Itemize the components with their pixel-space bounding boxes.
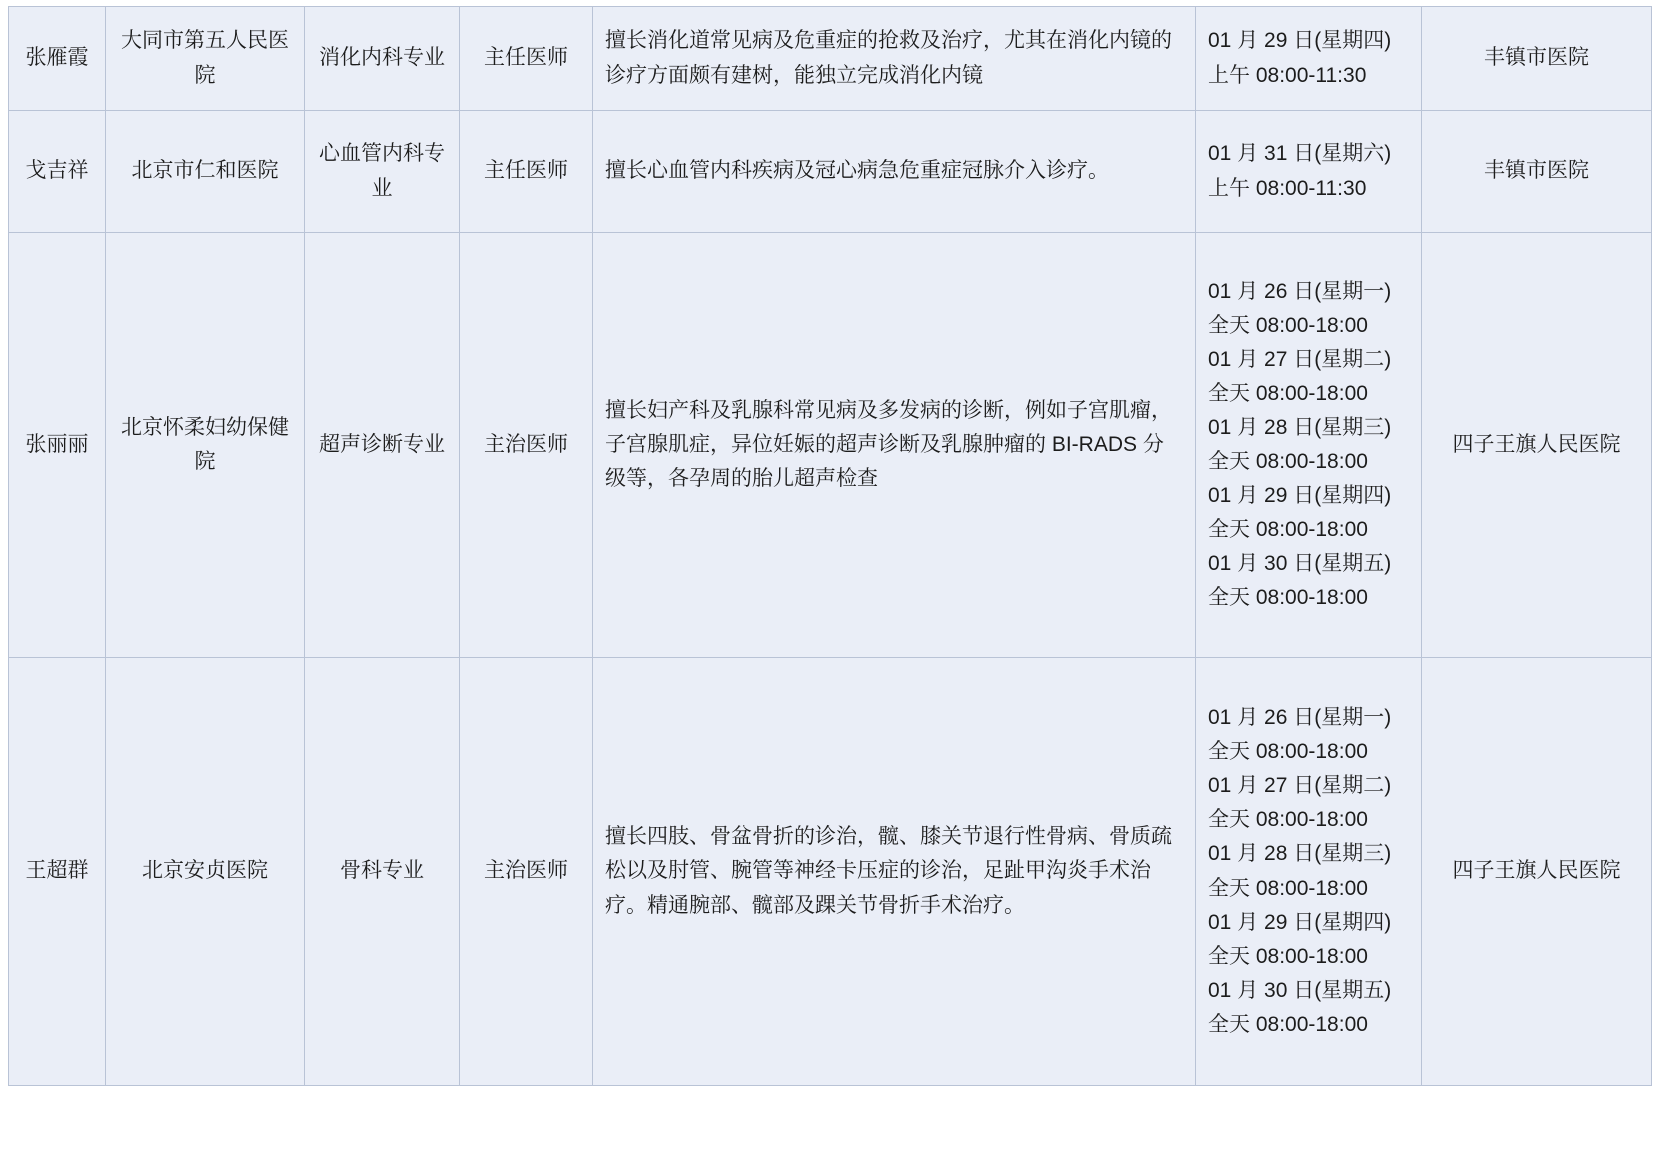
- schedule-line: 01 月 30 日(星期五): [1208, 978, 1392, 1002]
- schedule-line: 01 月 29 日(星期四): [1208, 910, 1392, 934]
- cell-specialty: 擅长消化道常见病及危重症的抢救及治疗，尤其在消化内镜的诊疗方面颇有建树，能独立完成消化内镜: [593, 7, 1196, 111]
- cell-title: 主任医师: [460, 7, 593, 111]
- cell-doctor-name: 戈吉祥: [9, 111, 106, 233]
- schedule-line: 01 月 26 日(星期一): [1208, 279, 1392, 303]
- cell-hospital: 北京怀柔妇幼保健院: [106, 233, 305, 658]
- cell-hospital: 大同市第五人民医院: [106, 7, 305, 111]
- cell-location: 四子王旗人民医院: [1422, 658, 1652, 1086]
- schedule-line: 全天 08:00-18:00: [1208, 381, 1368, 405]
- table-body: [9, 7, 1652, 1086]
- schedule-line: 全天 08:00-18:00: [1208, 740, 1368, 764]
- schedule-line: 01 月 30 日(星期五): [1208, 552, 1392, 576]
- schedule-line: 01 月 31 日(星期六): [1208, 142, 1392, 166]
- cell-hospital: 北京市仁和医院: [106, 111, 305, 233]
- schedule-line: 全天 08:00-18:00: [1208, 1012, 1368, 1036]
- schedule-line: 上午 08:00-11:30: [1208, 176, 1367, 200]
- cell-location: 丰镇市医院: [1422, 111, 1652, 233]
- schedule-line: 01 月 28 日(星期三): [1208, 415, 1392, 439]
- cell-location: 四子王旗人民医院: [1422, 233, 1652, 658]
- schedule-line: 全天 08:00-18:00: [1208, 450, 1368, 473]
- schedule-line: 全天 08:00-18:00: [1208, 876, 1368, 900]
- table-row: [9, 111, 1652, 233]
- schedule-line: 全天 08:00-18:00: [1208, 313, 1368, 337]
- cell-location: 丰镇市医院: [1422, 7, 1652, 111]
- cell-hospital: 北京安贞医院: [106, 658, 305, 1086]
- cell-specialty: 擅长妇产科及乳腺科常见病及多发病的诊断，例如子宫肌瘤，子宫腺肌症，异位妊娠的超声诊断及乳腺肿瘤的 BI-RADS 分级等，各孕周的胎儿超声检查: [593, 233, 1196, 658]
- cell-major: 心血管内科专业: [305, 111, 460, 233]
- schedule-line: 01 月 29 日(星期四): [1208, 29, 1392, 53]
- cell-doctor-name: 王超群: [9, 658, 106, 1086]
- cell-schedule-time: [1196, 658, 1422, 1086]
- cell-specialty: 擅长四肢、骨盆骨折的诊治，髋、膝关节退行性骨病、骨质疏松以及肘管、腕管等神经卡压症的诊治，足趾甲沟炎手术治疗。精通腕部、髋部及踝关节骨折手术治疗。: [593, 658, 1196, 1086]
- table-row: [9, 658, 1652, 1086]
- cell-specialty: 擅长心血管内科疾病及冠心病急危重症冠脉介入诊疗。: [593, 111, 1196, 233]
- cell-title: 主治医师: [460, 658, 593, 1086]
- schedule-line: 01 月 26 日(星期一): [1208, 706, 1392, 730]
- schedule-line: 全天 08:00-18:00: [1208, 586, 1368, 610]
- cell-schedule-time: [1196, 233, 1422, 658]
- schedule-line: 全天 08:00-18:00: [1208, 944, 1368, 968]
- schedule-line: 01 月 27 日(星期二): [1208, 347, 1392, 371]
- cell-major: 消化内科专业: [305, 7, 460, 111]
- cell-major: 骨科专业: [305, 658, 460, 1086]
- cell-schedule-time: [1196, 111, 1422, 233]
- schedule-line: 01 月 28 日(星期三): [1208, 842, 1392, 866]
- cell-doctor-name: 张雁霞: [9, 7, 106, 111]
- schedule-line: 上午 08:00-11:30: [1208, 63, 1367, 87]
- cell-title: 主任医师: [460, 111, 593, 233]
- cell-title: 主治医师: [460, 233, 593, 658]
- table-row: [9, 233, 1652, 658]
- cell-schedule-time: [1196, 7, 1422, 111]
- cell-major: 超声诊断专业: [305, 233, 460, 658]
- schedule-line: 全天 08:00-18:00: [1208, 808, 1368, 832]
- doctor-schedule-table: [8, 6, 1652, 1086]
- schedule-line: 全天 08:00-18:00: [1208, 518, 1368, 542]
- cell-doctor-name: 张丽丽: [9, 233, 106, 658]
- schedule-line: 01 月 29 日(星期四): [1208, 484, 1392, 508]
- table-row: [9, 7, 1652, 111]
- schedule-line: 01 月 27 日(星期二): [1208, 774, 1392, 798]
